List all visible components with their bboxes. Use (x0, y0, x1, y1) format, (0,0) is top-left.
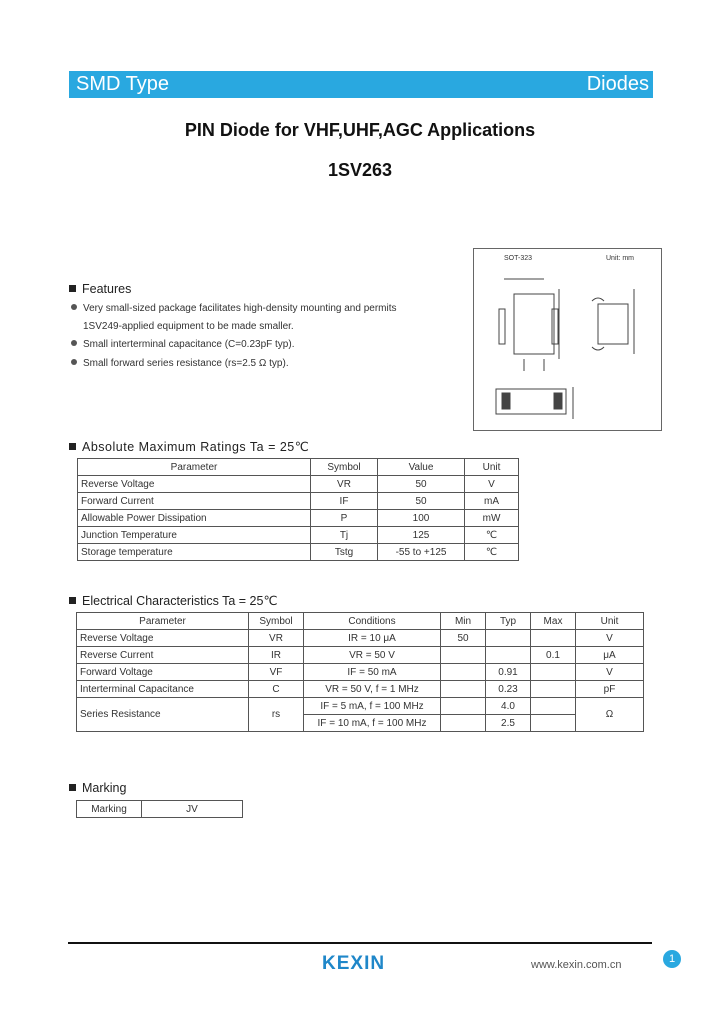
ec-cell (486, 630, 531, 647)
amr-header-cell: Parameter (78, 459, 311, 476)
company-logo: KEXIN (322, 953, 386, 974)
features-heading: Features (69, 282, 131, 296)
ec-cell: VR = 50 V, f = 1 MHz (304, 681, 441, 698)
table-row (77, 664, 644, 681)
ec-cell (531, 630, 576, 647)
amr-cell: 100 (378, 510, 465, 527)
marking-label: Marking (77, 801, 142, 818)
ec-cell (531, 698, 576, 715)
table-row (77, 630, 644, 647)
amr-header-cell: Unit (465, 459, 519, 476)
feature-item: Very small-sized package facilitates high-density mounting and permits (71, 303, 397, 314)
table-row (78, 493, 519, 510)
ec-cell: Series Resistance (77, 698, 249, 732)
ec-cell: IF = 10 mA, f = 100 MHz (304, 715, 441, 732)
company-url[interactable]: www.kexin.com.cn (531, 959, 622, 971)
ec-cell (531, 681, 576, 698)
amr-cell: Allowable Power Dissipation (78, 510, 311, 527)
ec-cell (441, 647, 486, 664)
marking-heading: Marking (69, 781, 126, 795)
amr-cell: mW (465, 510, 519, 527)
footer-divider (68, 942, 652, 944)
ec-header-cell: Conditions (304, 613, 441, 630)
ec-cell: IR (249, 647, 304, 664)
package-label: SOT-323 (504, 255, 533, 262)
amr-cell: Tstg (311, 544, 378, 561)
ec-header-row (77, 613, 644, 630)
amr-cell: ℃ (465, 527, 519, 544)
ec-cell: 0.1 (531, 647, 576, 664)
ec-header-cell: Min (441, 613, 486, 630)
header-type: SMD Type (76, 73, 169, 95)
bullet-square-icon (69, 597, 76, 604)
ec-cell: VR (249, 630, 304, 647)
amr-cell: -55 to +125 (378, 544, 465, 561)
ec-cell: pF (576, 681, 644, 698)
ec-cell: VF (249, 664, 304, 681)
feature-item: Small forward series resistance (rs=2.5 Ω typ). (71, 358, 289, 369)
ec-cell (441, 664, 486, 681)
bullet-square-icon (69, 784, 76, 791)
ec-cell: V (576, 630, 644, 647)
ec-cell: IF = 50 mA (304, 664, 441, 681)
amr-cell: VR (311, 476, 378, 493)
amr-cell: Tj (311, 527, 378, 544)
ec-cell: Interterminal Capacitance (77, 681, 249, 698)
ec-cell: Forward Voltage (77, 664, 249, 681)
amr-cell: IF (311, 493, 378, 510)
amr-cell: Junction Temperature (78, 527, 311, 544)
ec-cell (486, 647, 531, 664)
amr-cell: 50 (378, 476, 465, 493)
ec-cell: V (576, 664, 644, 681)
ec-cell: 50 (441, 630, 486, 647)
ec-cell: 2.5 (486, 715, 531, 732)
ec-heading: Electrical Characteristics Ta = 25℃ (69, 593, 277, 608)
page-number: 1 (663, 950, 681, 968)
bullet-square-icon (69, 443, 76, 450)
amr-header-row (78, 459, 519, 476)
marking-value: JV (142, 801, 243, 818)
ec-header-cell: Symbol (249, 613, 304, 630)
ec-cell: μA (576, 647, 644, 664)
amr-cell: mA (465, 493, 519, 510)
ec-cell: Reverse Current (77, 647, 249, 664)
amr-heading: Absolute Maximum Ratings Ta = 25℃ (69, 439, 309, 454)
amr-table (77, 458, 519, 561)
table-row (77, 698, 644, 715)
feature-item: Small interterminal capacitance (C=0.23pF typ). (71, 339, 294, 350)
table-row (77, 647, 644, 664)
package-outline-svg (474, 249, 661, 430)
table-row (78, 510, 519, 527)
amr-cell: ℃ (465, 544, 519, 561)
amr-cell: V (465, 476, 519, 493)
table-row (77, 681, 644, 698)
ec-cell: Reverse Voltage (77, 630, 249, 647)
ec-cell: Ω (576, 698, 644, 732)
table-row (78, 476, 519, 493)
table-row (77, 801, 243, 818)
amr-header-cell: Symbol (311, 459, 378, 476)
ec-table (76, 612, 644, 732)
ec-cell: C (249, 681, 304, 698)
amr-cell: 125 (378, 527, 465, 544)
bullet-square-icon (69, 285, 76, 292)
bullet-dot-icon (71, 359, 77, 365)
ec-header-cell: Max (531, 613, 576, 630)
ec-cell (441, 715, 486, 732)
table-row (78, 544, 519, 561)
header-banner (69, 71, 653, 98)
ec-header-cell: Typ (486, 613, 531, 630)
ec-cell: rs (249, 698, 304, 732)
ec-cell (441, 698, 486, 715)
ec-cell: VR = 50 V (304, 647, 441, 664)
marking-table (76, 800, 243, 818)
bullet-dot-icon (71, 340, 77, 346)
ec-cell: IF = 5 mA, f = 100 MHz (304, 698, 441, 715)
ec-header-cell: Parameter (77, 613, 249, 630)
ec-cell (531, 715, 576, 732)
part-number: 1SV263 (327, 160, 393, 180)
amr-cell: 50 (378, 493, 465, 510)
package-unit: Unit: mm (606, 255, 634, 262)
ec-cell: IR = 10 μA (304, 630, 441, 647)
package-drawing (473, 248, 662, 431)
ec-cell (441, 681, 486, 698)
amr-cell: Reverse Voltage (78, 476, 311, 493)
ec-cell (531, 664, 576, 681)
amr-cell: Storage temperature (78, 544, 311, 561)
table-row (78, 527, 519, 544)
bullet-dot-icon (71, 304, 77, 310)
amr-cell: Forward Current (78, 493, 311, 510)
ec-cell: 4.0 (486, 698, 531, 715)
header-category: Diodes (586, 73, 649, 95)
page-title: PIN Diode for VHF,UHF,AGC Applications (184, 120, 536, 140)
amr-header-cell: Value (378, 459, 465, 476)
feature-item-cont: 1SV249-applied equipment to be made smaller. (83, 321, 294, 332)
amr-cell: P (311, 510, 378, 527)
ec-cell: 0.91 (486, 664, 531, 681)
ec-cell: 0.23 (486, 681, 531, 698)
ec-header-cell: Unit (576, 613, 644, 630)
